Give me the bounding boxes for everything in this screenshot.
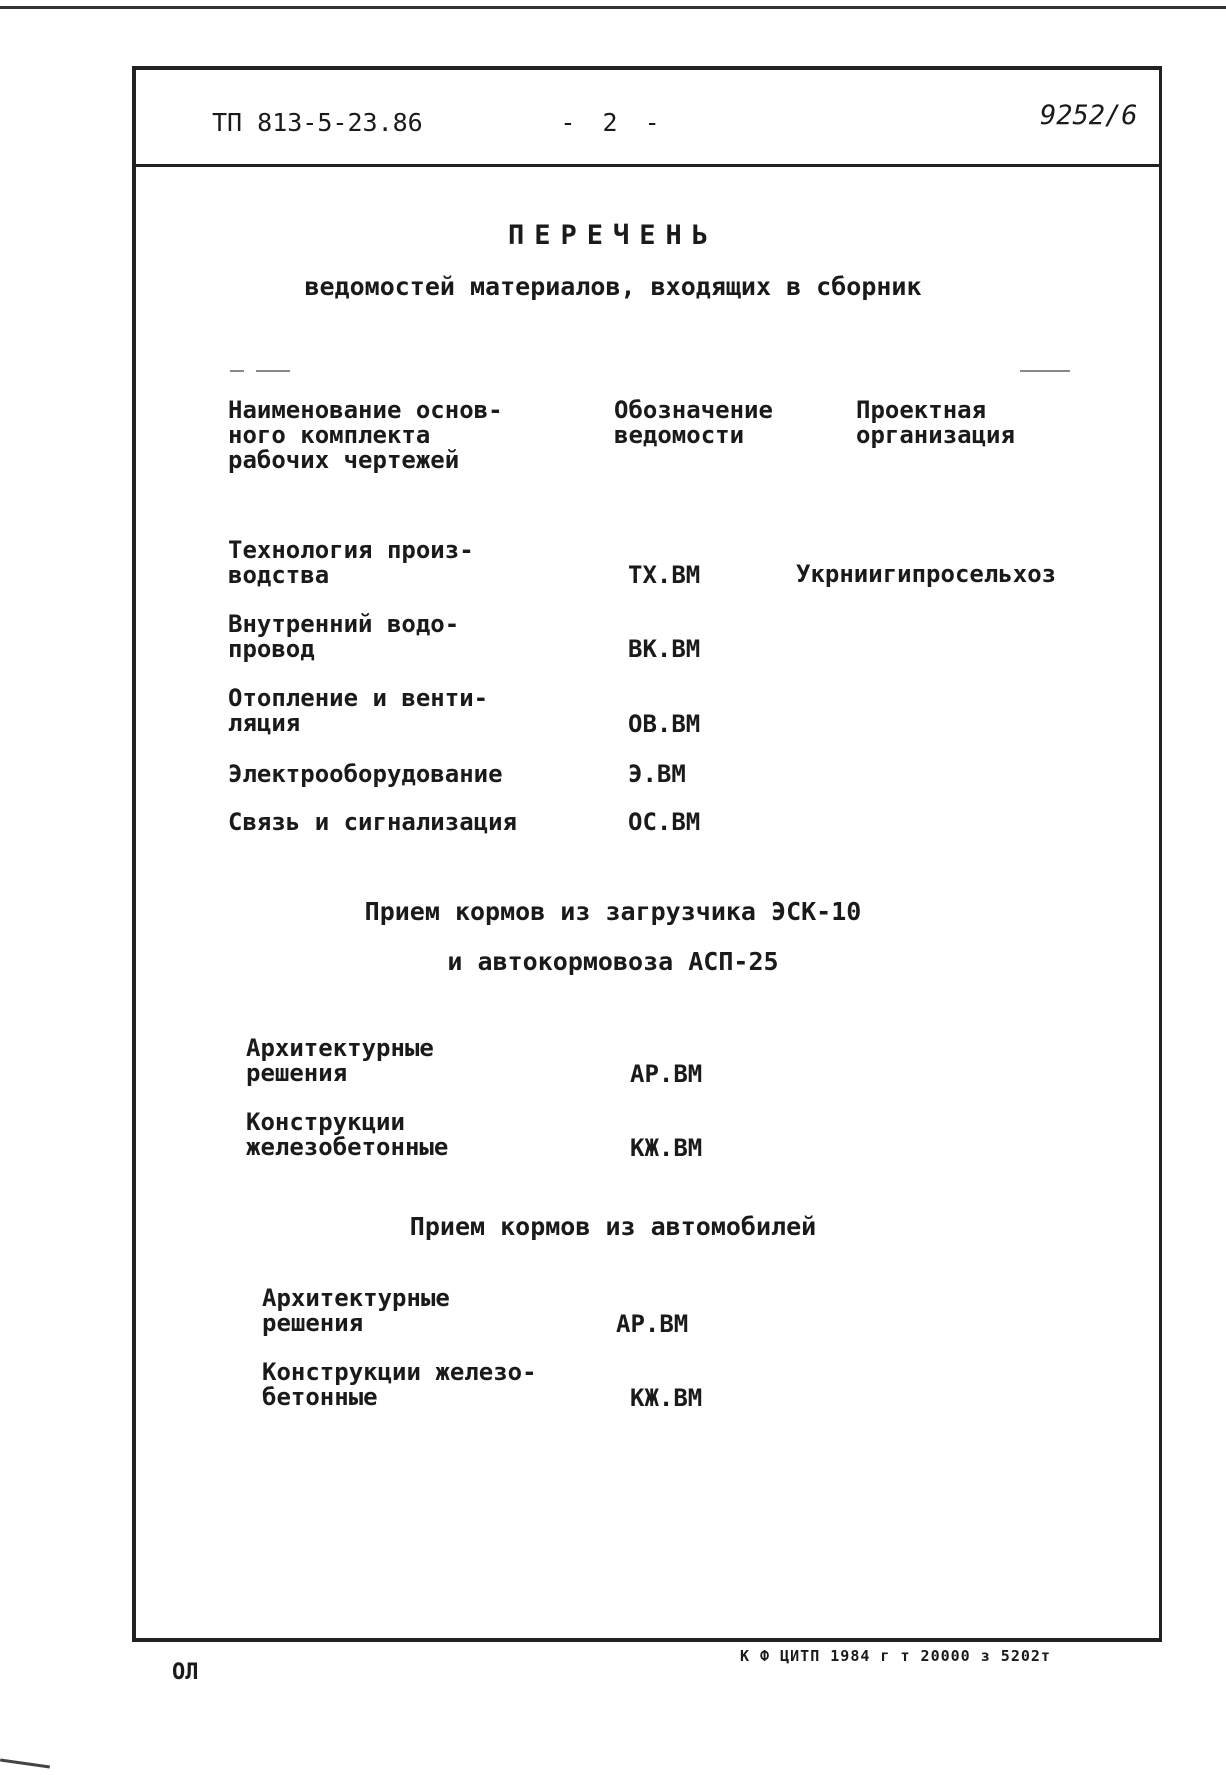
row-name: Технология произ- водства: [228, 536, 474, 589]
row-designation: КЖ.ВМ: [630, 1134, 703, 1162]
row-designation: ТХ.ВМ: [628, 561, 701, 589]
section-title: и автокормовоза АСП-25: [447, 947, 779, 976]
row-name: Архитектурные решения: [262, 1284, 450, 1337]
row-name: Электрооборудование: [228, 760, 503, 788]
table-rule-mark: [1020, 370, 1070, 372]
column-header-name: Наименование основ- ного комплекта рабочих чертежей: [228, 396, 503, 474]
row-name: Связь и сигнализация: [228, 808, 517, 836]
row-designation: ОС.ВМ: [628, 808, 701, 836]
page-title: ПЕРЕЧЕНЬ: [507, 220, 719, 251]
row-name: Внутренний водо- провод: [228, 610, 460, 663]
row-name: Отопление и венти- ляция: [228, 684, 489, 737]
section-title: Прием кормов из автомобилей: [409, 1212, 817, 1241]
table-rule-mark: [230, 370, 244, 372]
header-divider: [136, 164, 1160, 167]
document-code: ТП 813-5-23.86: [212, 108, 423, 137]
row-designation: ОВ.ВМ: [628, 710, 701, 738]
row-designation: Э.ВМ: [628, 760, 686, 788]
row-designation: ВК.ВМ: [628, 635, 701, 663]
row-name: Конструкции железобетонные: [246, 1108, 449, 1161]
footer-left-mark: ОЛ: [172, 1660, 199, 1685]
row-designation: АР.ВМ: [630, 1060, 703, 1088]
page-subtitle: ведомостей материалов, входящих в сборник: [304, 272, 922, 301]
scan-edge-mark: [0, 1759, 50, 1769]
page-number: - 2 -: [560, 108, 666, 137]
row-name: Конструкции железо- бетонные: [262, 1358, 537, 1411]
column-header-organization: Проектная организация: [856, 396, 1015, 449]
table-rule-mark: [256, 370, 290, 372]
row-designation: КЖ.ВМ: [630, 1384, 703, 1412]
top-edge-line: [0, 6, 1226, 9]
document-number: 9252/6: [1040, 100, 1138, 131]
section-title: Прием кормов из загрузчика ЭСК-10: [364, 897, 862, 926]
row-name: Архитектурные решения: [246, 1034, 434, 1087]
column-header-designation: Обозначение ведомости: [614, 396, 773, 449]
row-organization: Укрниигипросельхоз: [796, 560, 1057, 588]
footer-print-info: К Ф ЦИТП 1984 г т 20000 з 5202т: [740, 1647, 1051, 1665]
row-designation: АР.ВМ: [616, 1310, 689, 1338]
